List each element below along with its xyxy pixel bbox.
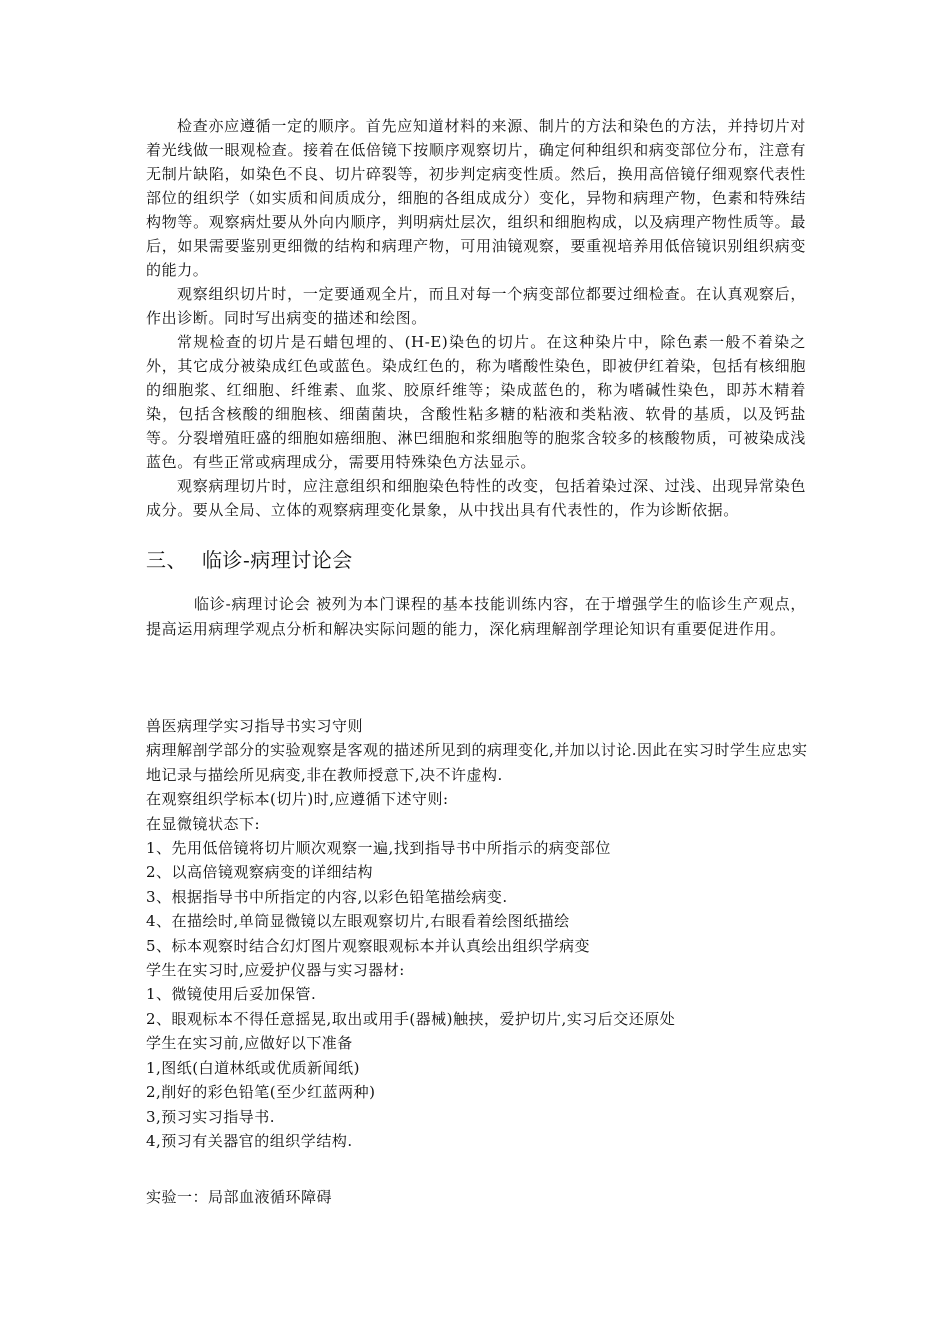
list-item: 1,图纸(白道林纸或优质新闻纸) [146, 1058, 361, 1077]
list-item: 4,预习有关器官的组织学结构. [146, 1131, 353, 1150]
list-item: 2、眼观标本不得任意摇晃,取出或用手(器械)触挟，爱护切片,实习后交还原处 [146, 1009, 676, 1028]
lab-rules-list [146, 714, 810, 1153]
experiment-title: 实验一：局部血液循环障碍 [146, 1188, 333, 1206]
list-item: 病理解剖学部分的实验观察是客观的描述所见到的病理变化,并加以讨论.因此在实习时学生应忠实地记录与描绘所见病变,非在教师授意下,决不许虚构. [146, 741, 808, 784]
list-item: 学生在实习时,应爱护仪器与实习器材: [146, 961, 405, 980]
list-item: 3、根据指导书中所指定的内容,以彩色铅笔描绘病变. [146, 887, 508, 906]
list-item: 5、标本观察时结合幻灯图片观察眼观标本并认真绘出组织学病变 [146, 936, 591, 955]
paragraph: 常规检查的切片是石蜡包埋的、(H-E)染色的切片。在这种染片中，除色素一般不着染之外，其它成分被染成红色或蓝色。染成红色的，称为嗜酸性染色，即被伊红着染，包括有核细胞的细胞浆、红细胞、纤维素、血浆、胶原纤维等；染成蓝色的，称为嗜碱性染色，即苏木精着染，包括含核酸的细胞核、细菌菌块，含酸性粘多糖的粘液和类粘液、软骨的基质，以及钙盐等。分裂增殖旺盛的细胞如癌细胞、淋巴细胞和浆细胞等的胞浆含较多的核酸物质，可被染成浅蓝色。有些正常或病理成分，需要用特殊染色方法显示。 [146, 333, 806, 471]
list-item: 2、以高倍镜观察病变的详细结构 [146, 863, 374, 882]
list-item: 学生在实习前,应做好以下准备 [146, 1034, 353, 1053]
paragraph: 观察病理切片时，应注意组织和细胞染色特性的改变，包括着染过深、过浅、出现异常染色成分。要从全局、立体的观察病理变化景象，从中找出具有代表性的，作为诊断依据。 [146, 477, 806, 519]
rules-title: 兽医病理学实习指导书实习守则 [146, 717, 364, 735]
body-section-observation [146, 114, 806, 522]
section-number: 三、 [146, 548, 187, 572]
paragraph: 观察组织切片时，一定要通观全片，而且对每一个病变部位都要过细检查。在认真观察后，作出诊断。同时写出病变的描述和绘图。 [146, 285, 806, 327]
list-item: 1、微镜使用后妥加保管. [146, 985, 317, 1004]
list-item: 2,削好的彩色铅笔(至少红蓝两种) [146, 1083, 376, 1102]
section-title: 临诊-病理讨论会 [202, 548, 353, 572]
list-item: 4、在描绘时,单筒显微镜以左眼观察切片,右眼看着绘图纸描绘 [146, 912, 570, 931]
body-section-discussion [146, 592, 806, 642]
list-item: 3,预习实习指导书. [146, 1107, 276, 1126]
paragraph: 检查亦应遵循一定的顺序。首先应知道材料的来源、制片的方法和染色的方法，并持切片对着光线做一眼观检查。接着在低倍镜下按顺序观察切片，确定何种组织和病变部位分布，注意有无制片缺陷，如染色不良、切片碎裂等，初步判定病变性质。然后，换用高倍镜仔细观察代表性部位的组织学（如实质和间质成分，细胞的各组成成分）变化，异物和病理产物，色素和特殊结构物等。观察病灶要从外向内顺序，判明病灶层次，组织和细胞构成，以及病理产物性质等。最后，如果需要鉴别更细微的结构和病理产物，可用油镜观察，要重视培养用低倍镜识别组织病变的能力。 [146, 117, 806, 279]
list-item: 在观察组织学标本(切片)时,应遵循下述守则: [146, 790, 449, 809]
list-item: 在显微镜状态下: [146, 814, 261, 833]
section-heading [146, 545, 353, 575]
paragraph: 临诊-病理讨论会 被列为本门课程的基本技能训练内容，在于增强学生的临诊生产观点，提高运用病理学观点分析和解决实际问题的能力，深化病理解剖学理论知识有重要促进作用。 [146, 595, 806, 638]
list-item: 1、先用低倍镜将切片顺次观察一遍,找到指导书中所指示的病变部位 [146, 839, 611, 858]
